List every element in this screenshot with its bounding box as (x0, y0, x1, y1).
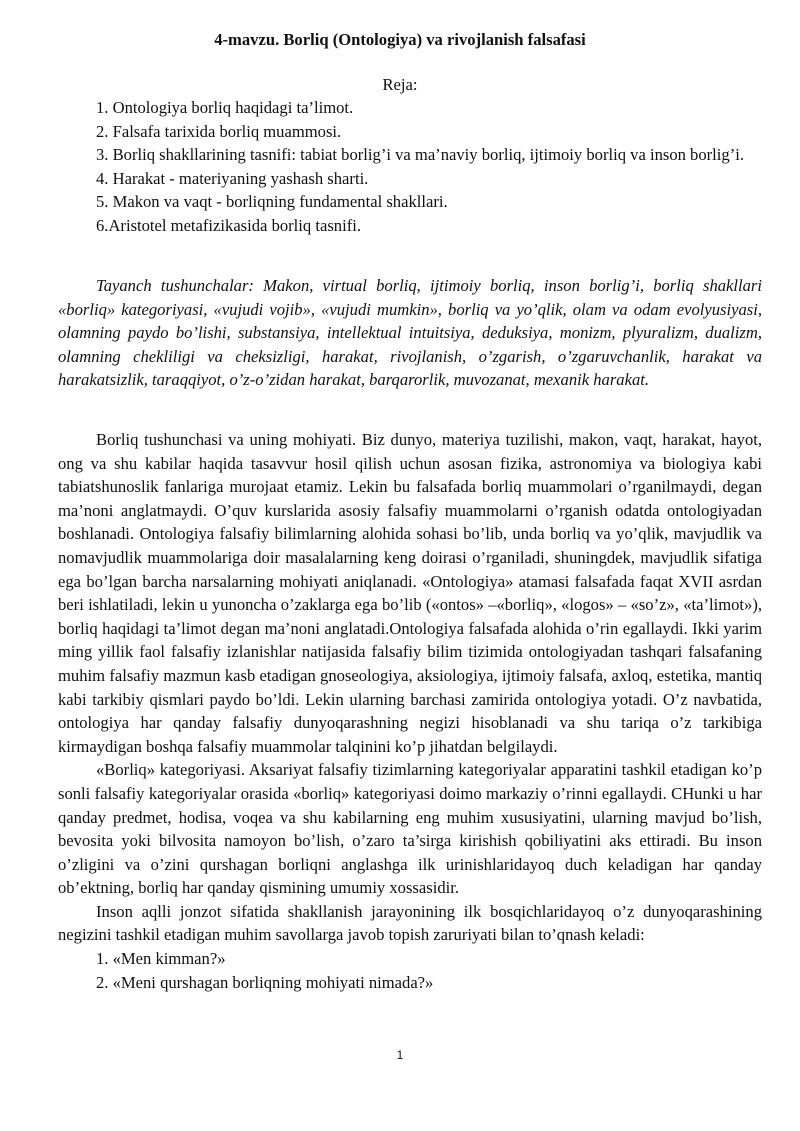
key-concepts: Tayanch tushunchalar: Makon, virtual borliq, ijtimoiy borliq, inson borlig’i, borliq shakllari «borliq» kategoriyasi, «vujudi vojib», «vujudi mumkin», borliq va yo’qlik, olam va odam evolyusiyasi, olamning paydo bo’lishi, substansiya, intellektual intuitsiya, deduksiya, monizm, plyuralizm, dualizm, olamning chekliligi va cheksizligi, harakat, rivojlanish, o’zgarish, o’zgaruvchanlik, harakat va harakatsizlik, taraqqiyot, o’z-o’zidan harakat, barqarorlik, muvozanat, mexanik harakat. (58, 276, 762, 390)
paragraph: «Borliq» kategoriyasi. Aksariyat falsafiy tizimlarning kategoriyalar apparatini tashkil etadigan ko’p sonli falsafiy kategoriyalar orasida «borliq» kategoriyasi doimo markaziy o’rinni egallaydi. CHunki u har qanday predmet, hodisa, voqea va shu kabilarning eng muhim xususiyatini, ularning mavjud bo’lish, bevosita yoki bilvosita namoyon bo’lish, o’zaro ta’sirga kirishish qobiliyatini aks ettiradi. Bu inson o’zligini va o’zini qurshagan borliqni anglashga ilk urinishlaridayoq duch keladigan har qanday ob’ektning, borliq har qanday qismining umumiy xossasidir. (58, 760, 762, 898)
question-item: 1. «Men kimman?» (96, 949, 226, 969)
page-number: 1 (396, 1048, 404, 1062)
plan-list (58, 96, 762, 238)
plan-heading: Reja: (382, 75, 418, 94)
plan-item: 6.Aristotel metafizikasida borliq tasnifi. (96, 215, 361, 235)
document-title: 4-mavzu. Borliq (Ontologiya) va rivojlanish falsafasi (214, 30, 586, 49)
body-text (58, 428, 762, 994)
plan-item: 5. Makon va vaqt - borliqning fundamental shakllari. (96, 192, 448, 212)
plan-item: 1. Ontologiya borliq haqidagi ta’limot. (96, 98, 354, 117)
question-list (58, 947, 762, 994)
question-item: 2. «Meni qurshagan borliqning mohiyati nimada?» (96, 972, 434, 992)
plan-item: 2. Falsafa tarixida borliq muammosi. (96, 121, 342, 141)
plan-item: 3. Borliq shakllarining tasnifi: tabiat borlig’i va ma’naviy borliq, ijtimoiy borliq va inson borlig’i. (96, 145, 744, 165)
plan-item: 4. Harakat - materiyaning yashash sharti. (96, 168, 369, 188)
paragraph: Borliq tushunchasi va uning mohiyati. Biz dunyo, materiya tuzilishi, makon, vaqt, harakat, hayot, ong va shu kabilar haqida tasavvur hosil qilish uchun asosan fizika, astronomiya va biologiya kabi tabiatshunoslik fanlariga murojaat etamiz. Lekin bu falsafada borliq muammolari o’rganilmaydi, degan ma’noni anglatmaydi. O’quv kurslarida asosiy falsafiy muammolarni o’rganish odatda ontologiyadan boshlanadi. Ontologiya falsafiy bilimlarning alohida sohasi bo’lib, unda borliq va yo’qlik, mavjudlik va nomavjudlik muammolariga doir masalalarning keng doirasi o’rganiladi, shuningdek, mavjudlik sifatiga ega bo’lgan barcha narsalarning mohiyati aniqlanadi. «Ontologiya» atamasi falsafada faqat XVII asrdan beri ishlatiladi, lekin u yunoncha o’zaklarga ega bo’lib («ontos» –«borliq», «logos» – «so’z», «ta’limot»), borliq haqidagi ta’limot degan ma’noni anglatadi.Ontologiya falsafada alohida o’rin egallaydi. Ikki yarim ming yillik faol falsafiy izlanishlar natijasida falsafiy bilim tizimida ontologiyadan tashqari falsafaning muhim falsafiy mazmun kasb etadigan gnoseologiya, aksiologiya, ijtimoiy falsafa, axloq, estetika, mantiq kabi tarkibiy qismlari paydo bo’ldi. Lekin ularning barchasi zamirida ontologiya yotadi. O’z navbatida, ontologiya har qanday falsafiy dunyoqarashning negizi hisoblanadi va shu tariqa o’z tarkibiga kirmaydigan boshqa falsafiy muammolar talqinini ko’p jihatdan belgilaydi. (58, 430, 762, 756)
paragraph: Inson aqlli jonzot sifatida shakllanish jarayonining ilk bosqichlaridayoq o’z dunyoqarashining negizini tashkil etadigan muhim savollarga javob topish zaruriyati bilan to’qnash keladi: (58, 901, 762, 945)
